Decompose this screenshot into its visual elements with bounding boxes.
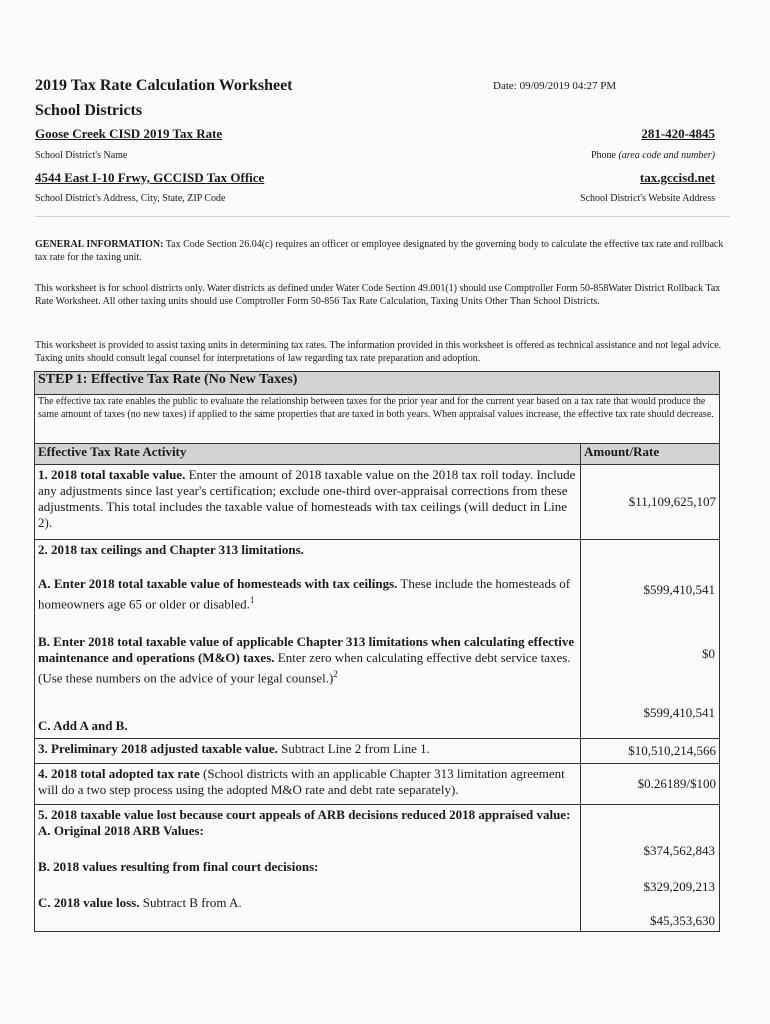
column-header-activity: Effective Tax Rate Activity [35,444,581,465]
worksheet-table [34,371,720,932]
general-information: GENERAL INFORMATION: Tax Code Section 26.04(c) requires an officer or employee designated by the governing body to calculate the effective tax rate and rollback tax rate for the taxing unit. [35,239,724,263]
line-4-amount: $0.26189/$100 [581,764,720,805]
line-2a-text: A. Enter 2018 total taxable value of homesteads with tax ceilings. These include the homesteads of homeowners age 65 or older or disabled.$^1$ [38,576,571,612]
line-5-text: 5. 2018 taxable value lost because court appeals of ARB decisions reduced 2018 appraised value: A. Original 2018 ARB Values: B. 2018 values resulting from final court decisions: C. 2018 value loss. Subtract B from A. [35,805,581,932]
line-2a-amount: $599,410,541 [643,582,716,597]
line-2-text: 2. 2018 tax ceilings and Chapter 313 limitations. A. Enter 2018 total taxable value of homesteads with tax ceilings. These include the homesteads of homeowners age 65 or older or disabled.$^1$ B. Enter 2018 total taxable value of applicable Chapter 313 limitations when calculating effective maintenance and operations (M&O) taxes. Enter zero when calculating effective debt service taxes. (Use these numbers on the advice of your legal counsel.)$^2$ C. Add A and B. [35,540,581,739]
phone-label: Phone (area code and number) [590,150,715,161]
district-website: tax.gccisd.net [639,170,715,185]
table-row [35,764,720,805]
website-label: School District's Website Address [580,193,715,204]
district-address: 4544 East I-10 Frwy, GCCISD Tax Office [35,170,265,185]
line-5-amounts [581,805,720,932]
line-2c-amount: $599,410,541 [643,705,716,720]
line-1-amount: $11,109,625,107 [581,465,720,540]
line-3-text: 3. Preliminary 2018 adjusted taxable value. Subtract Line 2 from Line 1. [35,739,581,764]
page-title: 2019 Tax Rate Calculation Worksheet [35,77,293,94]
line-5c-text: C. 2018 value loss. Subtract B from A. [38,895,242,910]
header-divider [35,216,730,217]
table-row [35,739,720,764]
district-address-label: School District's Address, City, State, ZIP Code [35,193,226,204]
line-5b-text: B. 2018 values resulting from final court decisions: [38,859,319,874]
table-row [35,805,720,932]
line-2b-text: B. Enter 2018 total taxable value of applicable Chapter 313 limitations when calculating effective maintenance and operations (M&O) taxes. Enter zero when calculating effective debt service taxes. (Use these numbers on the advice of your legal counsel.)$^2$ [38,634,575,686]
worksheet-scope-note: This worksheet is for school districts only. Water districts as defined under Water Code Section 49.001(1) should use Comptroller Form 50-858Water District Rollback Tax Rate Worksheet. All other taxing units should use Comptroller Form 50-856 Tax Rate Calculation, Taxing Units Other Than School Districts. [35,283,721,307]
page-subtitle: School Districts [35,102,143,119]
line-2-amounts [581,540,720,739]
step-1-title: STEP 1: Effective Tax Rate (No New Taxes) [35,372,720,395]
line-2b-amount: $0 [702,646,716,661]
line-5a-text: A. Original 2018 ARB Values: [38,823,204,838]
district-name-label: School District's Name [35,150,128,161]
table-row [35,540,720,739]
line-5c-amount: $45,353,630 [650,913,716,928]
worksheet-date: Date: 09/09/2019 04:27 PM [493,80,617,92]
table-row [35,465,720,540]
column-header-amount: Amount/Rate [581,444,720,465]
line-3-amount: $10,510,214,566 [581,739,720,764]
step-1-description: The effective tax rate enables the public to evaluate the relationship between taxes for the prior year and for the current year based on a tax rate that would produce the same amount of taxes (no new taxes) if applied to the same properties that are taxed in both years. When appraisal values increase, the effective tax rate should decrease. [35,395,720,444]
legal-disclaimer: This worksheet is provided to assist taxing units in determining tax rates. The information provided in this worksheet is offered as technical assistance and not legal advice. Taxing units should consult legal counsel for interpretations of law regarding tax rate preparation and adoption. [35,340,722,364]
line-5b-amount: $329,209,213 [643,879,716,894]
line-5a-amount: $374,562,843 [643,843,716,858]
line-1-text: 1. 2018 total taxable value. Enter the amount of 2018 taxable value on the 2018 tax roll today. Include any adjustments since last year's certification; exclude one-third over-appraisal corrections from these adjustments. This total includes the taxable value of homesteads with tax ceilings (will deduct in Line 2). [35,465,581,540]
line-4-text: 4. 2018 total adopted tax rate (School districts with an applicable Chapter 313 limitation agreement will do a two step process using the adopted M&O rate and debt rate separately). [35,764,581,805]
line-2c-text: C. Add A and B. [38,718,128,733]
district-name: Goose Creek CISD 2019 Tax Rate [35,126,223,141]
district-phone: 281-420-4845 [641,126,715,141]
